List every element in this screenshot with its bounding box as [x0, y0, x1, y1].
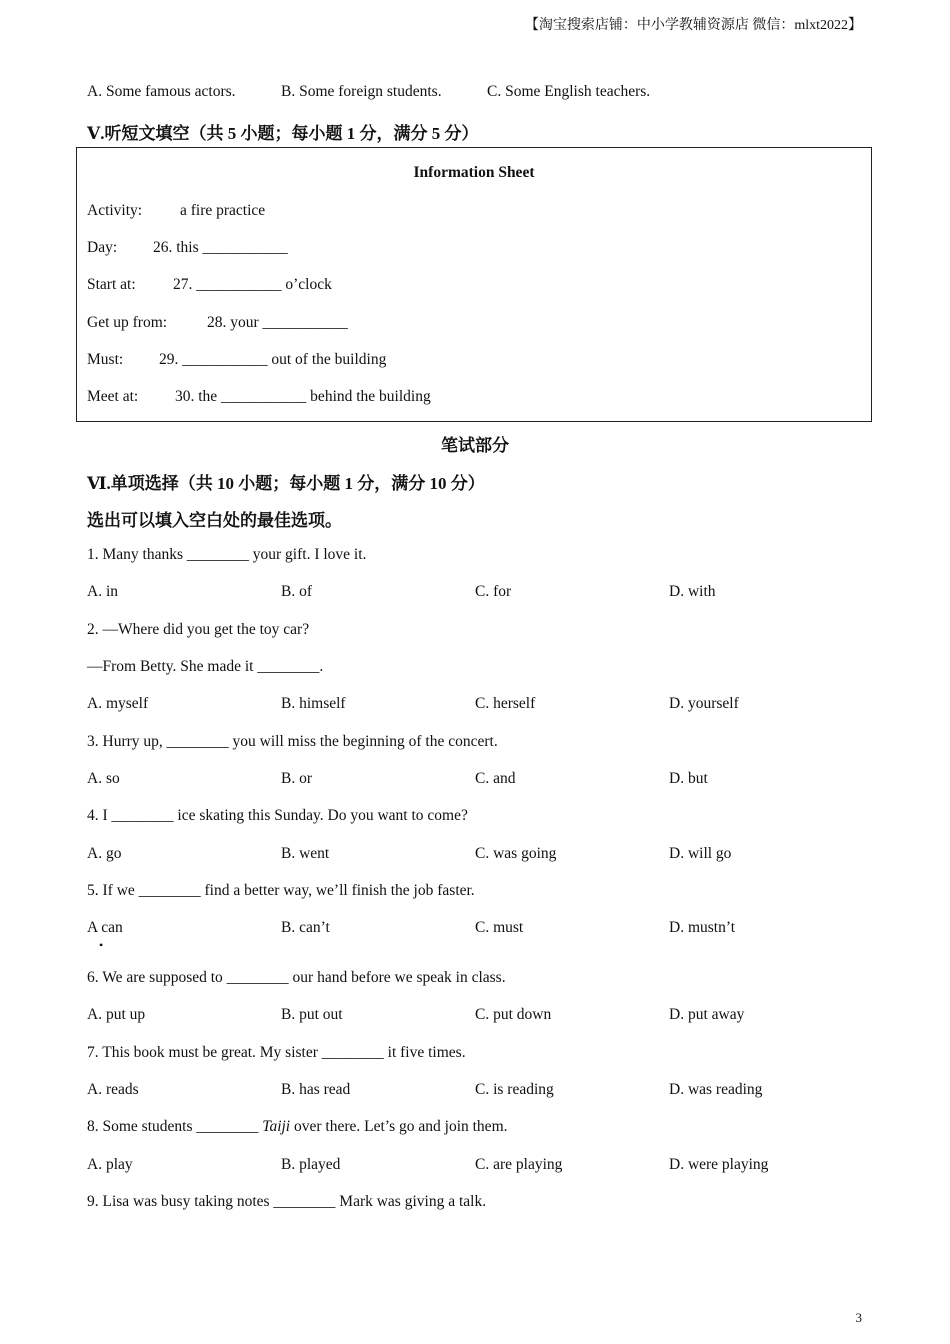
info-value: 29. ___________ out of the building: [159, 351, 387, 368]
question-stem: 1. Many thanks ________ your gift. I love it.: [87, 546, 367, 563]
question-stem: 2. —Where did you get the toy car?: [87, 621, 310, 638]
question-stem: 9. Lisa was busy taking notes ________ Mark was giving a talk.: [87, 1193, 487, 1210]
option-a: A can: [87, 919, 123, 936]
q25-option-c: C. Some English teachers.: [487, 83, 651, 100]
info-row-day: [87, 239, 288, 257]
option-a: A. go: [87, 845, 122, 862]
option-d: D. mustn’t: [669, 919, 736, 936]
info-row-must: [87, 351, 386, 369]
option-b: B. himself: [281, 695, 346, 712]
option-d: D. put away: [669, 1006, 745, 1023]
option-a: A. reads: [87, 1081, 139, 1098]
info-value: 30. the ___________ behind the building: [175, 388, 431, 405]
question-stem: 5. If we ________ find a better way, we’ll finish the job faster.: [87, 882, 475, 899]
question-stem: 6. We are supposed to ________ our hand before we speak in class.: [87, 969, 506, 986]
info-row-getup: [87, 314, 348, 332]
option-b: B. played: [281, 1156, 341, 1173]
option-c: C. is reading: [475, 1081, 554, 1098]
page-header: 【淘宝搜索店铺：中小学教辅资源店 微信：mlxt2022】: [524, 18, 862, 33]
option-d: D. yourself: [669, 695, 739, 712]
written-part-title: 笔试部分: [441, 436, 509, 455]
info-row-meet: [87, 388, 431, 406]
stray-dot-mark: •: [99, 938, 104, 952]
option-a: A. in: [87, 583, 118, 600]
option-b: B. has read: [281, 1081, 351, 1098]
question-stem: 4. I ________ ice skating this Sunday. Do you want to come?: [87, 807, 468, 824]
information-sheet: [76, 147, 872, 422]
question-stem: 3. Hurry up, ________ you will miss the beginning of the concert.: [87, 733, 498, 750]
option-c: C. must: [475, 919, 524, 936]
option-c: C. herself: [475, 695, 536, 712]
option-d: D. with: [669, 583, 716, 600]
option-d: D. were playing: [669, 1156, 769, 1173]
q25-option-a: A. Some famous actors.: [87, 83, 236, 100]
q25-option-b: B. Some foreign students.: [281, 83, 442, 100]
info-row-start: [87, 276, 332, 294]
info-label: Get up from:: [87, 314, 168, 331]
info-value: 27. ___________ o’clock: [173, 276, 332, 293]
option-b: B. or: [281, 770, 312, 787]
option-b: B. put out: [281, 1006, 343, 1023]
option-b: B. can’t: [281, 919, 330, 936]
info-label: Day:: [87, 239, 118, 256]
info-value: a fire practice: [180, 202, 266, 219]
stem-italic-term: Taiji: [262, 1118, 291, 1135]
stem-text: 8. Some students ________: [87, 1118, 263, 1135]
info-label: Must:: [87, 351, 124, 368]
stem-text: over there. Let’s go and join them.: [290, 1118, 508, 1135]
info-row-activity: [87, 202, 265, 220]
question-stem: 7. This book must be great. My sister ________ it five times.: [87, 1044, 466, 1061]
question-stem: [87, 1118, 508, 1136]
option-a: A. play: [87, 1156, 133, 1173]
option-d: D. was reading: [669, 1081, 763, 1098]
option-b: B. went: [281, 845, 330, 862]
info-label: Start at:: [87, 276, 136, 293]
option-b: B. of: [281, 583, 312, 600]
info-value: 28. your ___________: [207, 314, 348, 331]
option-a: A. so: [87, 770, 120, 787]
option-c: C. are playing: [475, 1156, 563, 1173]
info-value: 26. this ___________: [153, 239, 288, 256]
info-label: Activity:: [87, 202, 143, 219]
question-stem-reply: —From Betty. She made it ________.: [87, 658, 324, 675]
option-c: C. was going: [475, 845, 557, 862]
section5-title: Ⅴ.听短文填空（共 5 小题；每小题 1 分，满分 5 分）: [87, 124, 479, 143]
page-number: 3: [855, 1310, 862, 1325]
option-d: D. will go: [669, 845, 732, 862]
option-a: A. put up: [87, 1006, 146, 1023]
option-c: C. and: [475, 770, 516, 787]
option-c: C. for: [475, 583, 512, 600]
option-d: D. but: [669, 770, 708, 787]
section6-title: Ⅵ.单项选择（共 10 小题；每小题 1 分，满分 10 分）: [87, 474, 485, 493]
section6-instruction: 选出可以填入空白处的最佳选项。: [87, 511, 342, 530]
option-c: C. put down: [475, 1006, 552, 1023]
option-a: A. myself: [87, 695, 149, 712]
info-label: Meet at:: [87, 388, 139, 405]
information-sheet-title: Information Sheet: [413, 164, 535, 181]
